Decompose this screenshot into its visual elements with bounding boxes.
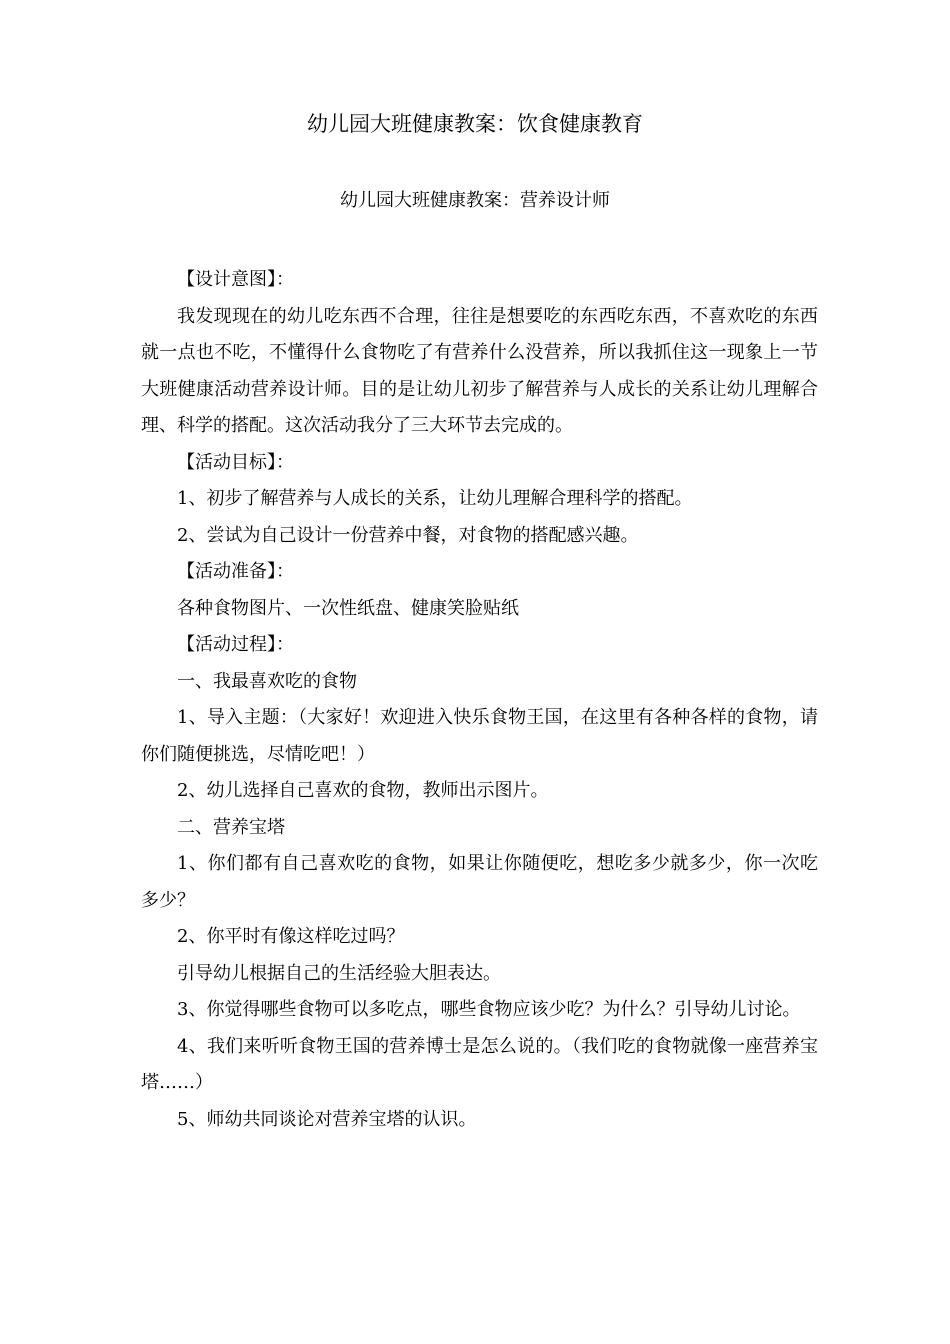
process-item: 1、你们都有自己喜欢吃的食物，如果让你随便吃，想吃多少就多少，你一次吃多少？ — [141, 853, 818, 911]
process-note: 引导幼儿根据自己的生活经验大胆表达。 — [177, 962, 501, 984]
process-item: 3、你觉得哪些食物可以多吃点，哪些食物应该少吃？为什么？引导幼儿讨论。 — [177, 999, 801, 1020]
document-body — [141, 262, 818, 1138]
process-item: 2、幼儿选择自己喜欢的食物，教师出示图片。 — [177, 780, 549, 801]
heading-design-intent: 【设计意图】： — [177, 269, 294, 290]
document-title: 幼儿园大班健康教案：饮食健康教育 — [307, 112, 643, 136]
process-item: 5、师幼共同谈论对营养宝塔的认识。 — [177, 1108, 477, 1130]
section-favorite-food: 一、我最喜欢吃的食物 — [177, 670, 357, 692]
preparation-text: 各种食物图片、一次性纸盘、健康笑脸贴纸 — [177, 597, 519, 619]
process-item: 4、我们来听听食物王国的营养博士是怎么说的。（我们吃的食物就像一座营养宝塔……） — [141, 1035, 818, 1093]
paragraph-design-intent: 我发现现在的幼儿吃东西不合理，往往是想要吃的东西吃东西，不喜欢吃的东西就一点也不吃，不懂得什么食物吃了有营养什么没营养，所以我抓住这一现象上一节大班健康活动营养设计师。目的是让幼儿初步了解营养与人成长的关系让幼儿理解合理、科学的搭配。这次活动我分了三大环节去完成的。 — [141, 305, 818, 436]
heading-activity-preparation: 【活动准备】： — [177, 561, 294, 582]
goal-item-2: 2、尝试为自己设计一份营养中餐，对食物的搭配感兴趣。 — [177, 524, 639, 546]
section-nutrition-pyramid: 二、营养宝塔 — [177, 816, 285, 838]
document-subtitle: 幼儿园大班健康教案：营养设计师 — [340, 190, 610, 211]
process-item: 1、导入主题：（大家好！欢迎进入快乐食物王国，在这里有各种各样的食物，请你们随便挑选，尽情吃吧！） — [141, 707, 818, 765]
heading-activity-goals: 【活动目标】： — [177, 451, 294, 473]
process-item: 2、你平时有像这样吃过吗？ — [177, 926, 405, 947]
heading-activity-process: 【活动过程】： — [177, 634, 294, 655]
goal-item-1: 1、初步了解营养与人成长的关系，让幼儿理解合理科学的搭配。 — [177, 488, 693, 509]
